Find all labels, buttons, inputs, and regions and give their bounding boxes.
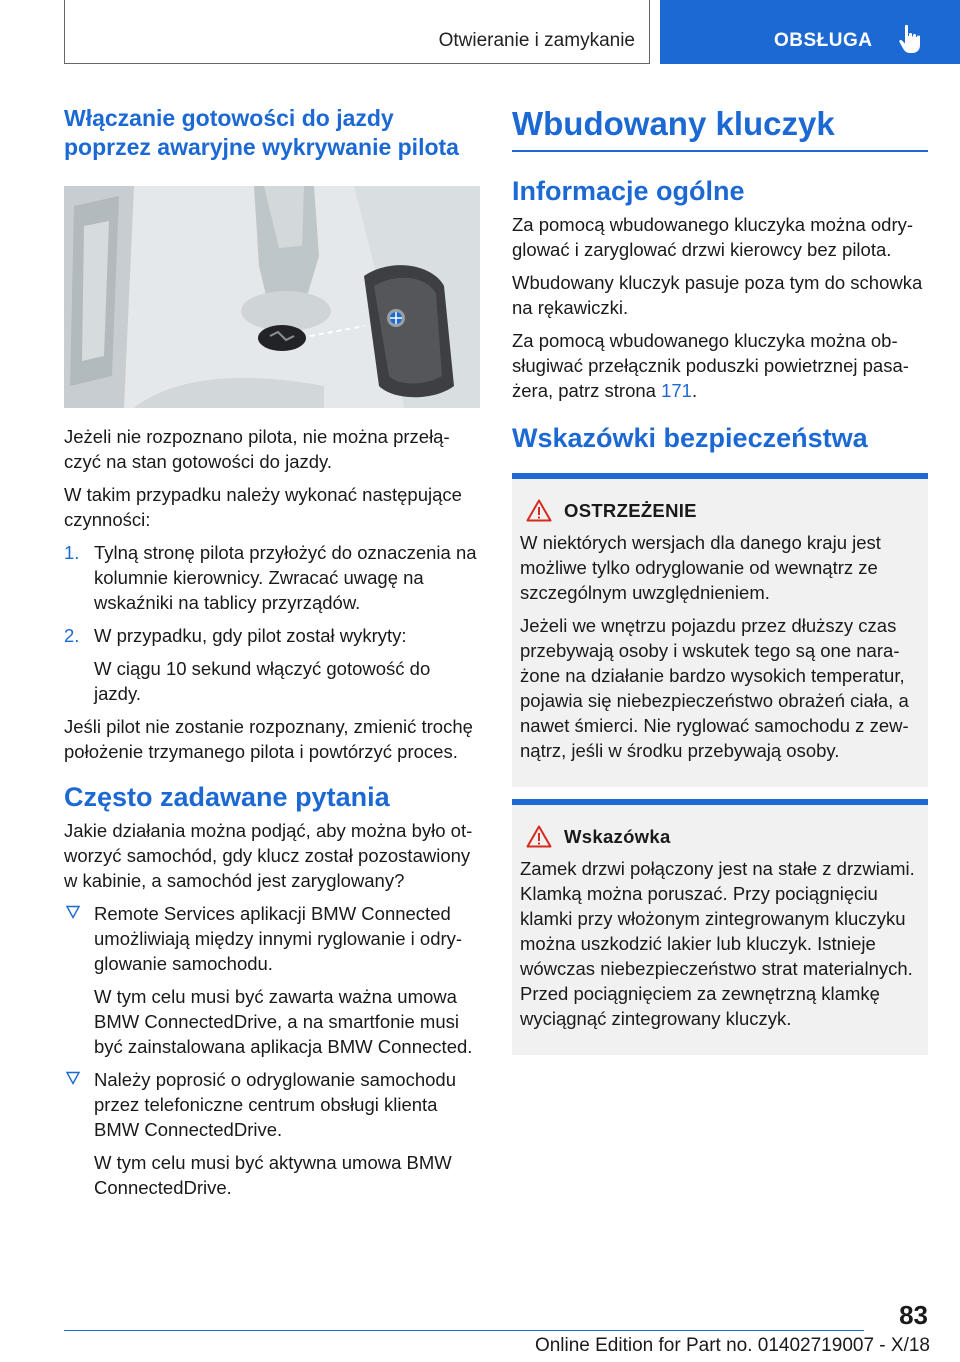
step-text: W przypadku, gdy pilot został wykryty: xyxy=(94,625,407,646)
step-number: 2. xyxy=(64,625,80,646)
footer-edition: Online Edition for Part no. 01402719007 - X/18 xyxy=(534,1335,930,1356)
faq-item-text: Remote Services aplikacji BMW Connected umożliwiają między innymi ryglowanie i odryglowanie samochodu. xyxy=(94,903,463,974)
step-text: Tylną stronę pilota przyłożyć do oznaczenia na kolumnie kierownicy. Zwracać uwagę na wskaźniki na tablicy przyrządów. xyxy=(94,542,477,613)
right-column xyxy=(512,104,928,1055)
warning-header xyxy=(520,499,920,522)
steering-column-illustration xyxy=(64,186,480,408)
faq-question: Jakie działania można podjąć, aby można było otworzyć samochód, gdy klucz został pozostawiony w kabinie, a samochód jest zaryglowany? xyxy=(64,820,473,891)
warning-title: OSTRZEŻENIE xyxy=(564,499,697,521)
note-header xyxy=(520,825,920,848)
warning-triangle-icon xyxy=(526,825,552,848)
heading-emergency-detection: Włączanie gotowości do jazdy poprzez awaryjne wykrywanie pilota xyxy=(64,105,459,160)
chapter-tab[interactable] xyxy=(660,0,960,64)
after-steps-paragraph: Jeśli pilot nie zostanie rozpoznany, zmienić trochę położenie trzymanego pilota i powtórzyć proces. xyxy=(64,716,473,762)
chapter-tab-label: OBSŁUGA xyxy=(774,30,873,51)
faq-item-2-subtext: W tym celu musi być aktywna umowa BMW ConnectedDrive. xyxy=(94,1152,452,1198)
warning-box xyxy=(512,473,928,787)
faq-item-1-subtext: W tym celu musi być zawarta ważna umowa BMW ConnectedDrive, a na smartfonie musi być zainstalowana aplikacja BMW Connected. xyxy=(94,986,473,1057)
note-title: Wskazówka xyxy=(564,825,671,847)
warning-paragraph-2: Jeżeli we wnętrzu pojazdu przez dłuższy czas przebywają osoby i wskutek tego są one narażone na działanie bardzo wysokich temperatur, pojawia się niebezpieczeństwo obrażeń ciała, a nawet śmierci. Nie ryglować samochodu z zewnątrz, jeśli w środku przebywają osoby. xyxy=(520,615,909,761)
footer-divider xyxy=(64,1330,864,1331)
header-frame xyxy=(64,0,650,64)
page-reference-link[interactable]: 171 xyxy=(661,380,692,401)
triangle-bullet-icon xyxy=(66,1071,80,1085)
faq-item-1 xyxy=(64,901,480,976)
heading-general-info: Informacje ogólne xyxy=(512,176,745,206)
step-2-subtext: W ciągu 10 sekund włączyć gotowość do jazdy. xyxy=(94,658,431,704)
intro-paragraph-1: Jeżeli nie rozpoznano pilota, nie można przełączyć na stan gotowości do jazdy. xyxy=(64,426,450,472)
info-paragraph-3 xyxy=(512,328,928,403)
intro-paragraph-2: W takim przypadku należy wykonać następujące czynności: xyxy=(64,484,462,530)
warning-paragraph-1: W niektórych wersjach dla danego kraju jest możliwe tylko odryglowanie od wewnątrz ze szczególnym uwzględnieniem. xyxy=(520,532,881,603)
info-paragraph-1: Za pomocą wbudowanego kluczyka można odryglować i zaryglować drzwi kierowcy bez pilota. xyxy=(512,214,914,260)
faq-item-2 xyxy=(64,1067,480,1142)
page-number: 83 xyxy=(899,1300,928,1330)
triangle-bullet-icon xyxy=(66,905,80,919)
left-column xyxy=(64,104,480,1208)
heading-faq: Często zadawane pytania xyxy=(64,782,390,812)
step-2 xyxy=(64,623,480,648)
warning-triangle-icon xyxy=(526,499,552,522)
info-paragraph-3-end: . xyxy=(691,380,698,401)
hand-pointer-icon xyxy=(898,24,924,54)
note-paragraph-1: Zamek drzwi połączony jest na stałe z drzwiami. Klamką można poruszać. Przy pociągnięciu klamki przy włożonym zintegrowanym kluczyku można uszkodzić lakier lub kluczyk. Istnieje wówczas niebezpieczeństwo strat materialnych. Przed pociągnięciem za zewnętrzną klamkę wyciągnąć zintegrowany kluczyk. xyxy=(520,858,915,1029)
step-number: 1. xyxy=(64,542,80,563)
step-1 xyxy=(64,540,480,615)
steering-column-image xyxy=(64,186,480,408)
faq-item-text: Należy poprosić o odryglowanie samochodu przez telefoniczne centrum obsługi klienta BMW ConnectedDrive. xyxy=(94,1069,456,1140)
heading-safety: Wskazówki bezpieczeństwa xyxy=(512,423,868,453)
info-paragraph-3-text: Za pomocą wbudowanego kluczyka można obsługiwać przełącznik poduszki powietrznej pasażera, patrz strona xyxy=(512,330,909,401)
note-box xyxy=(512,799,928,1055)
heading-built-in-key: Wbudowany kluczyk xyxy=(512,104,928,152)
section-title: Otwieranie i zamykanie xyxy=(438,30,635,51)
info-paragraph-2: Wbudowany kluczyk pasuje poza tym do schowka na rękawiczki. xyxy=(512,272,923,318)
